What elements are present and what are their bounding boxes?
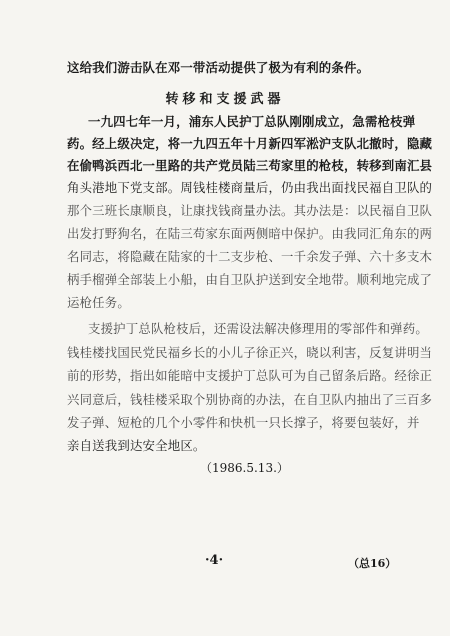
text-line-14: 兴同意后，钱桂楼采取个别协商的办法，在自卫队内抽出了三百多 (67, 392, 433, 407)
text-line-3: 药。经上级决定，将一九四五年十月新四军淞沪支队北撤时，隐藏 (67, 136, 433, 151)
text-line-11: 支援护丁总队枪枝后，还需设法解决修理用的零部件和弹药。 (88, 321, 428, 336)
text-line-7: 出发打野狗名，在陆三苟家东面两侧暗中保护。由我同汇角东的两 (67, 226, 433, 241)
page-number: ·4· (205, 553, 224, 568)
text-line-16: 亲自送我到达安全地区。 (67, 438, 206, 453)
text-line-2: 一九四七年一月，浦东人民护丁总队刚刚成立，急需枪枝弹 (88, 114, 416, 129)
text-line-1: 这给我们游击队在邓一带活动提供了极为有利的条件。 (67, 60, 370, 75)
text-line-8: 名同志，将隐藏在陆家的十二支步枪、一千余发子弹、六十多支木 (67, 249, 433, 264)
text-line-6: 那个三班长康顺良，让康找钱商量办法。其办法是：以民福自卫队 (67, 203, 433, 218)
section-heading: 转移和支援武器 (165, 92, 285, 107)
text-line-15: 发子弹、短枪的几个小零件和快机一只长撑子，将要包装好，并 (67, 415, 420, 430)
text-line-9: 柄手榴弹全部装上小船，由自卫队护送到安全地带。顺利地完成了 (67, 272, 433, 287)
total-page-number: （总16） (348, 557, 397, 570)
text-line-13: 前的形势，指出如能暗中支援护丁总队可为自己留条后路。经徐正 (67, 368, 433, 383)
text-line-5: 角头港地下党支部。周钱桂楼商量后，仍由我出面找民福自卫队的 (67, 180, 433, 195)
text-line-4: 在偷鸭浜西北一里路的共产党员陆三苟家里的枪枝，转移到南汇县 (67, 158, 433, 173)
text-line-10: 运枪任务。 (67, 295, 130, 310)
document-date: （1986.5.13.） (200, 461, 289, 475)
text-line-12: 钱桂楼找国民党民福乡长的小儿子徐正兴，晓以利害，反复讲明当 (67, 345, 433, 360)
